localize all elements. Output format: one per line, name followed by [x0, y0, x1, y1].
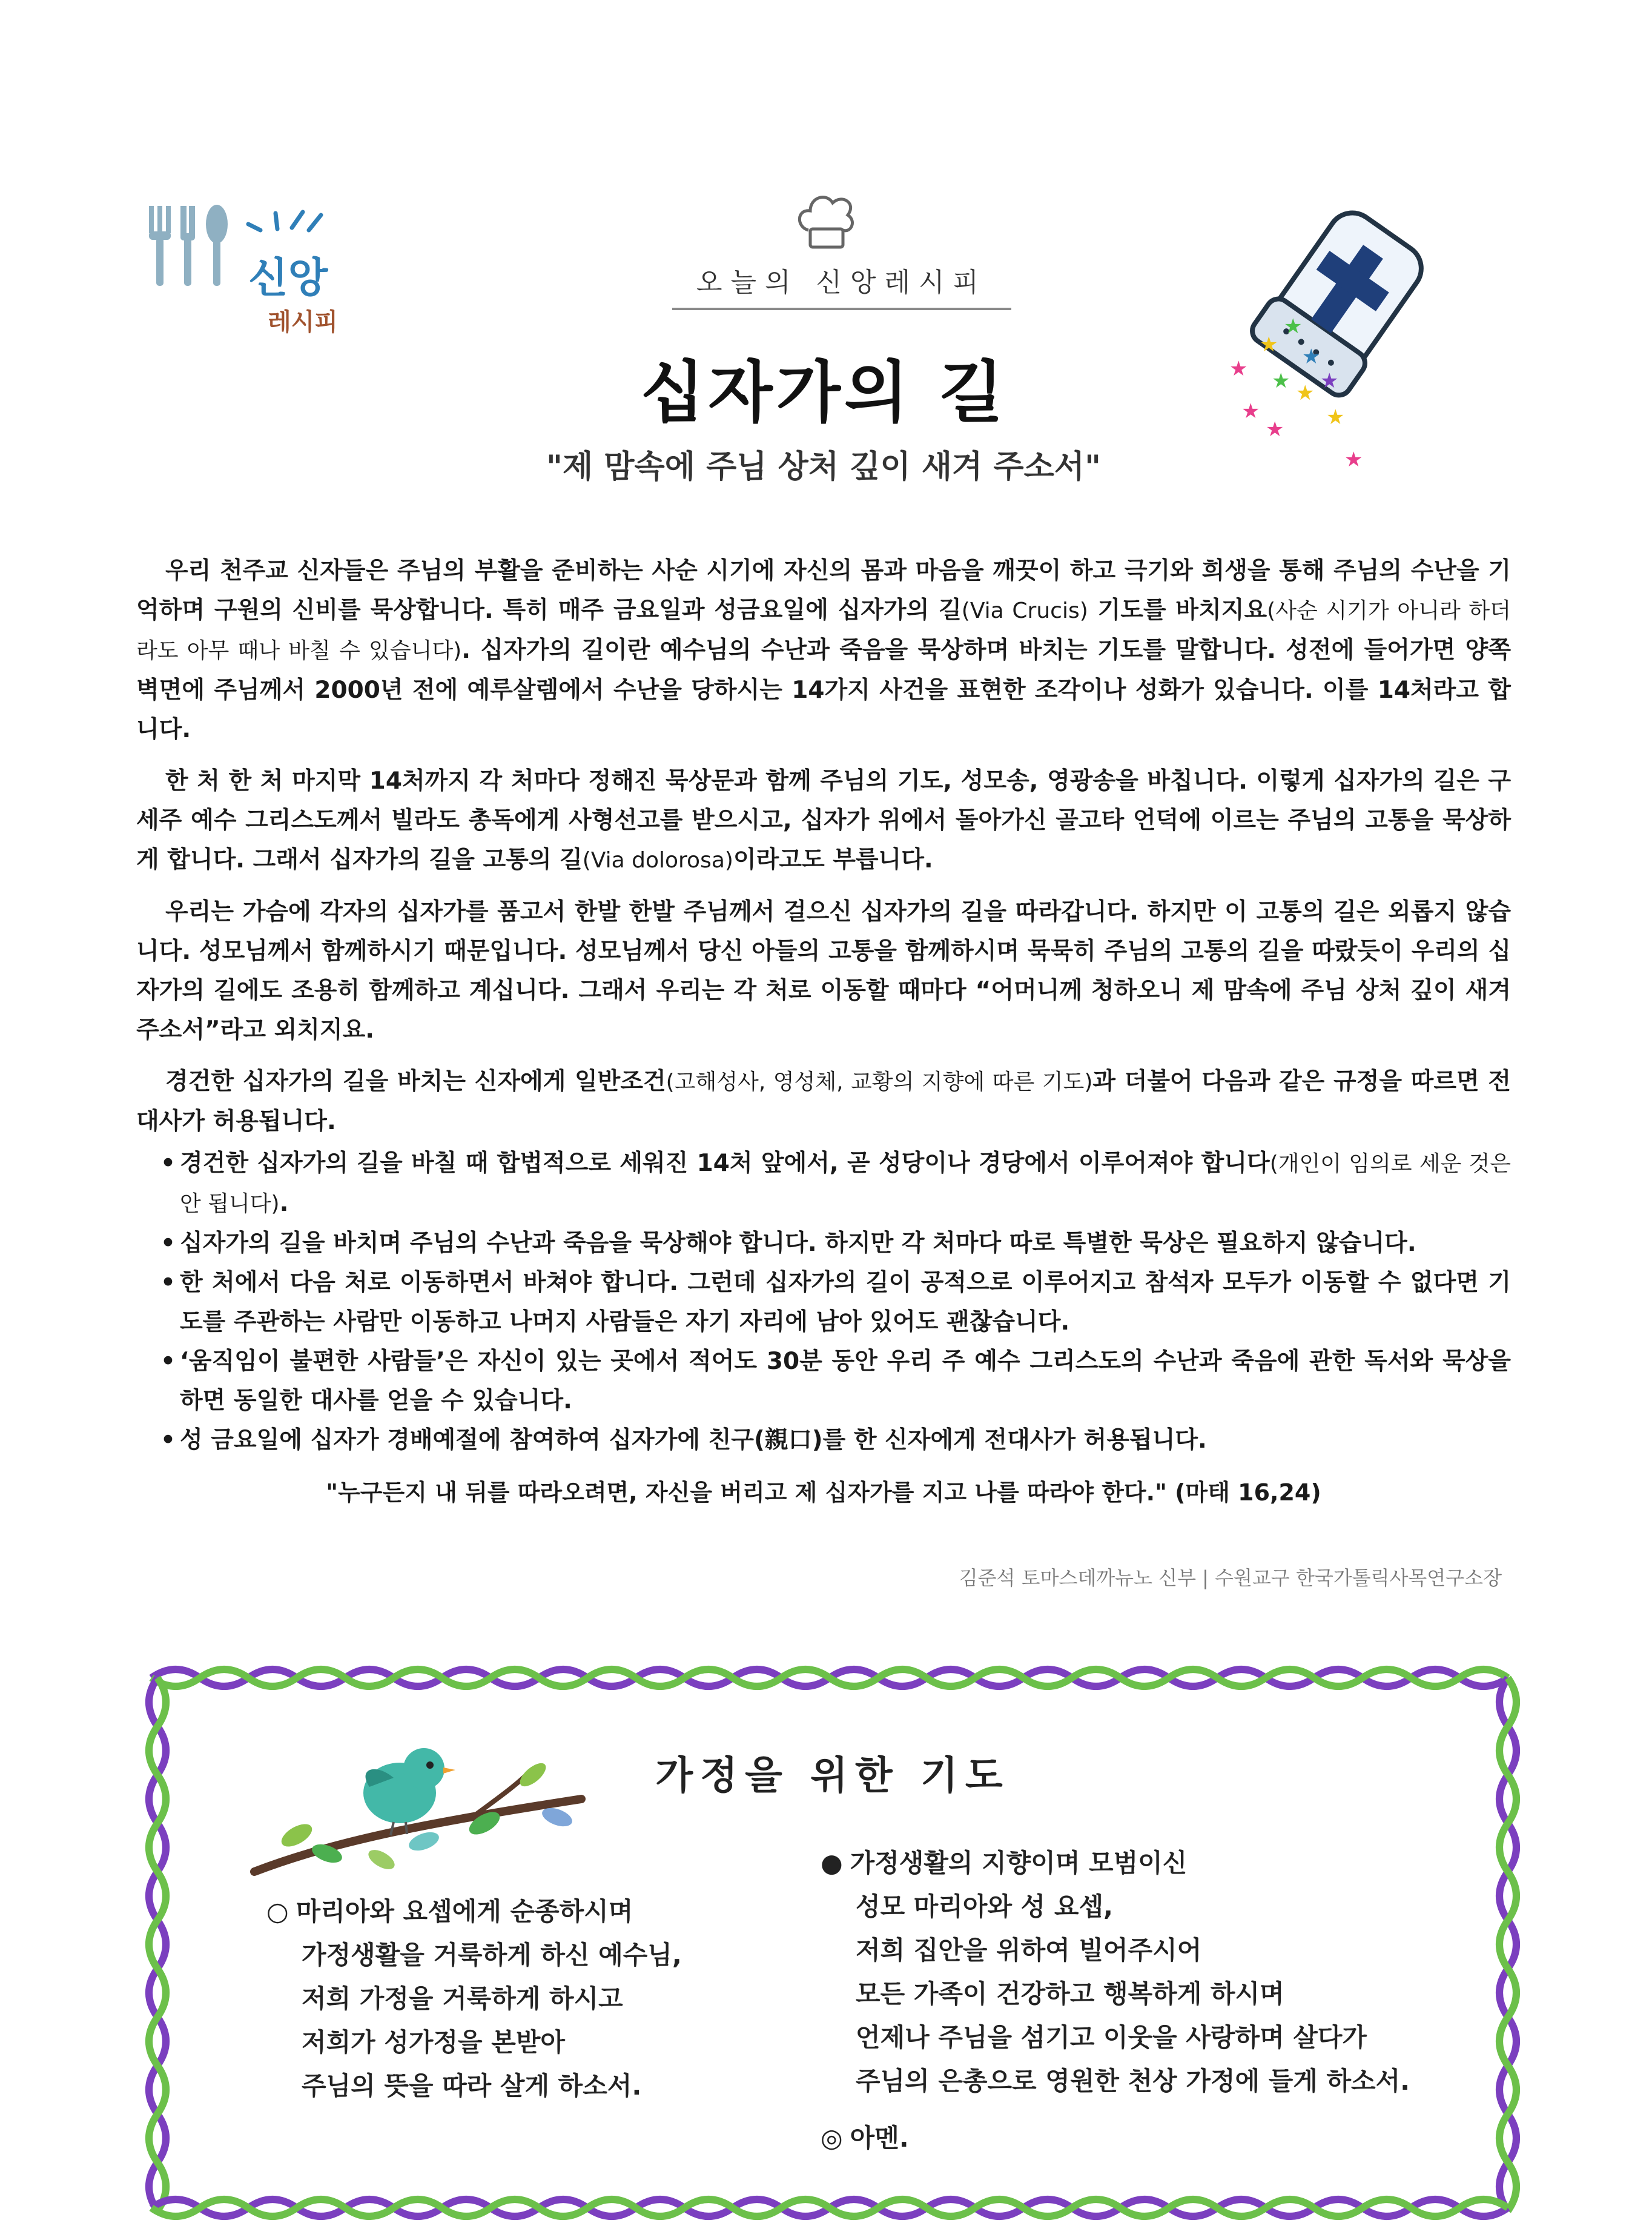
- svg-text:★: ★: [1260, 333, 1278, 357]
- svg-text:★: ★: [1266, 417, 1284, 442]
- prayer-line: 언제나 주님을 섬기고 이웃을 사랑하며 살다가: [856, 2023, 1367, 2052]
- svg-text:★: ★: [1272, 369, 1290, 393]
- svg-text:★: ★: [1284, 314, 1303, 339]
- article-body: [136, 551, 1511, 1512]
- series-title: 오늘의 신앙레시피: [696, 267, 988, 298]
- circle-icon: ○: [266, 1897, 289, 1926]
- page-title: 십자가의 길: [640, 354, 1007, 431]
- list-item: • 성 금요일에 십자가 경배예절에 참여하여 십자가에 친구(親口)를 한 신자에게 전대사가 허용됩니다.: [160, 1420, 1511, 1460]
- double-circle-icon: ◎: [821, 2123, 843, 2153]
- prayer-line: ○ 마리아와 요셉에게 순종하시며: [266, 1890, 811, 1933]
- prayer-right-column: [821, 1841, 1487, 2160]
- paragraph-3: 우리는 가슴에 각자의 십자가를 품고서 한발 한발 주님께서 걸으신 십자가의 길을 따라갑니다. 하지만 이 고통의 길은 외롭지 않습니다. 성모님께서 함께하시기 때문입니다. 성모님께서 당신 아들의 고통을 함께하시며 묵묵히 주님의 고통의 길을 따랐듯이 우리의 십자가의 길에도 조용히 함께하고 계십니다. 그래서 우리는 각 처로 이동할 때마다 “어머니께 청하오니 제 맘속에 주님 상처 깊이 새겨 주소서”라고 외치지요.: [136, 898, 1511, 1044]
- series-underline: [672, 308, 1011, 310]
- author-credit: 김준석 토마스데까뉴노 신부 | 수원교구 한국가톨릭사목연구소장: [959, 1566, 1502, 1589]
- rule-list: [136, 1144, 1511, 1460]
- chef-hat-icon: [793, 188, 860, 254]
- paragraph-1: 우리 천주교 신자들은 주님의 부활을 준비하는 사순 시기에 자신의 몸과 마음을 깨끗이 하고 극기와 희생을 통해 주님의 수난을 기억하며 구원의 신비를 묵상합니다. 특히 매주 금요일과 성금요일에 십자가의 길(Via Crucis) 기도를 바치지요(사순 시기가 아니라 하더라도 아무 때나 바칠 수 있습니다). 십자가의 길이란 예수님의 수난과 죽음을 묵상하며 바치는 기도를 말합니다. 성전에 들어가면 양쪽 벽면에 주님께서 2000년 전에 예루살렘에서 수난을 당하시는 14가지 사건을 표현한 조각이나 성화가 있습니다. 이를 14처라고 합니다.: [136, 557, 1511, 743]
- list-item: • 경건한 십자가의 길을 바칠 때 합법적으로 세워진 14처 앞에서, 곧 성당이나 경당에서 이루어져야 합니다(개인이 임의로 세운 것은 안 됩니다).: [160, 1144, 1511, 1224]
- logo-text: 신앙: [248, 254, 328, 302]
- fork-spoon-icon: [145, 200, 236, 291]
- prayer-line: 저희가 성가정을 본받아: [302, 2027, 565, 2057]
- svg-text:★: ★: [1229, 357, 1248, 381]
- list-item: • 십자가의 길을 바치며 주님의 수난과 죽음을 묵상해야 합니다. 하지만 각 처마다 따로 특별한 묵상은 필요하지 않습니다.: [160, 1224, 1511, 1263]
- prayer-line: 성모 마리아와 성 요셉,: [856, 1892, 1113, 1921]
- list-item: • 한 처에서 다음 처로 이동하면서 바쳐야 합니다. 그런데 십자가의 길이 공적으로 이루어지고 참석자 모두가 이동할 수 없다면 기도를 주관하는 사람만 이동하고 나머지 사람들은 자기 자리에 남아 있어도 괜찮습니다.: [160, 1263, 1511, 1342]
- svg-text:★: ★: [1320, 369, 1339, 393]
- prayer-line: 저희 집안을 위하여 빌어주시어: [856, 1935, 1202, 1965]
- svg-text:★: ★: [1326, 405, 1345, 429]
- paragraph-2: 한 처 한 처 마지막 14처까지 각 처마다 정해진 묵상문과 함께 주님의 기도, 성모송, 영광송을 바칩니다. 이렇게 십자가의 길은 구세주 예수 그리스도께서 빌라도 총독에게 사형선고를 받으시고, 십자가 위에서 돌아가신 골고타 언덕에 이르는 주님의 고통을 묵상하게 합니다. 그래서 십자가의 길을 고통의 길(Via dolorosa)이라고도 부릅니다.: [136, 767, 1511, 873]
- list-item: • ‘움직임이 불편한 사람들’은 자신이 있는 곳에서 적어도 30분 동안 우리 주 예수 그리스도의 수난과 죽음에 관한 독서와 묵상을 하면 동일한 대사를 얻을 수 있습니다.: [160, 1342, 1511, 1420]
- cross-salt-shaker-icon: [1205, 194, 1447, 472]
- svg-text:★: ★: [1302, 345, 1321, 369]
- prayer-line: 주님의 은총으로 영원한 천상 가정에 들게 하소서.: [856, 2066, 1410, 2096]
- filled-circle-icon: ●: [821, 1848, 843, 1878]
- prayer-line: 저희 가정을 거룩하게 하시고: [302, 1984, 623, 2013]
- svg-text:★: ★: [1296, 381, 1315, 405]
- logo-subtext: 레시피: [268, 308, 338, 336]
- svg-text:★: ★: [1344, 448, 1363, 472]
- page-subtitle: "제 맘속에 주님 상처 깊이 새겨 주소서": [546, 449, 1102, 485]
- prayer-line: 모든 가족이 건강하고 행복하게 하시며: [856, 1979, 1284, 2009]
- prayer-title: 가정을 위한 기도: [655, 1754, 1010, 1798]
- prayer-line: 가정생활을 거룩하게 하신 예수님,: [302, 1940, 682, 1970]
- prayer-line: 주님의 뜻을 따라 살게 하소서.: [302, 2071, 642, 2101]
- prayer-left-column: [266, 1890, 811, 2108]
- paragraph-4: 경건한 십자가의 길을 바치는 신자에게 일반조건(고해성사, 영성체, 교황의 지향에 따른 기도)과 더불어 다음과 같은 규정을 따르면 전대사가 허용됩니다.: [136, 1068, 1511, 1135]
- scripture-quote: "누구든지 내 뒤를 따라오려면, 자신을 버리고 제 십자가를 지고 나를 따라야 한다." (마태 16,24): [326, 1479, 1321, 1506]
- prayer-amen: ◎ 아멘.: [821, 2116, 1487, 2160]
- svg-text:★: ★: [1241, 399, 1260, 423]
- rays-icon: [242, 206, 327, 242]
- prayer-line: ● 가정생활의 지향이며 모범이신: [821, 1841, 1487, 1885]
- bird-on-branch-icon: [242, 1732, 593, 1878]
